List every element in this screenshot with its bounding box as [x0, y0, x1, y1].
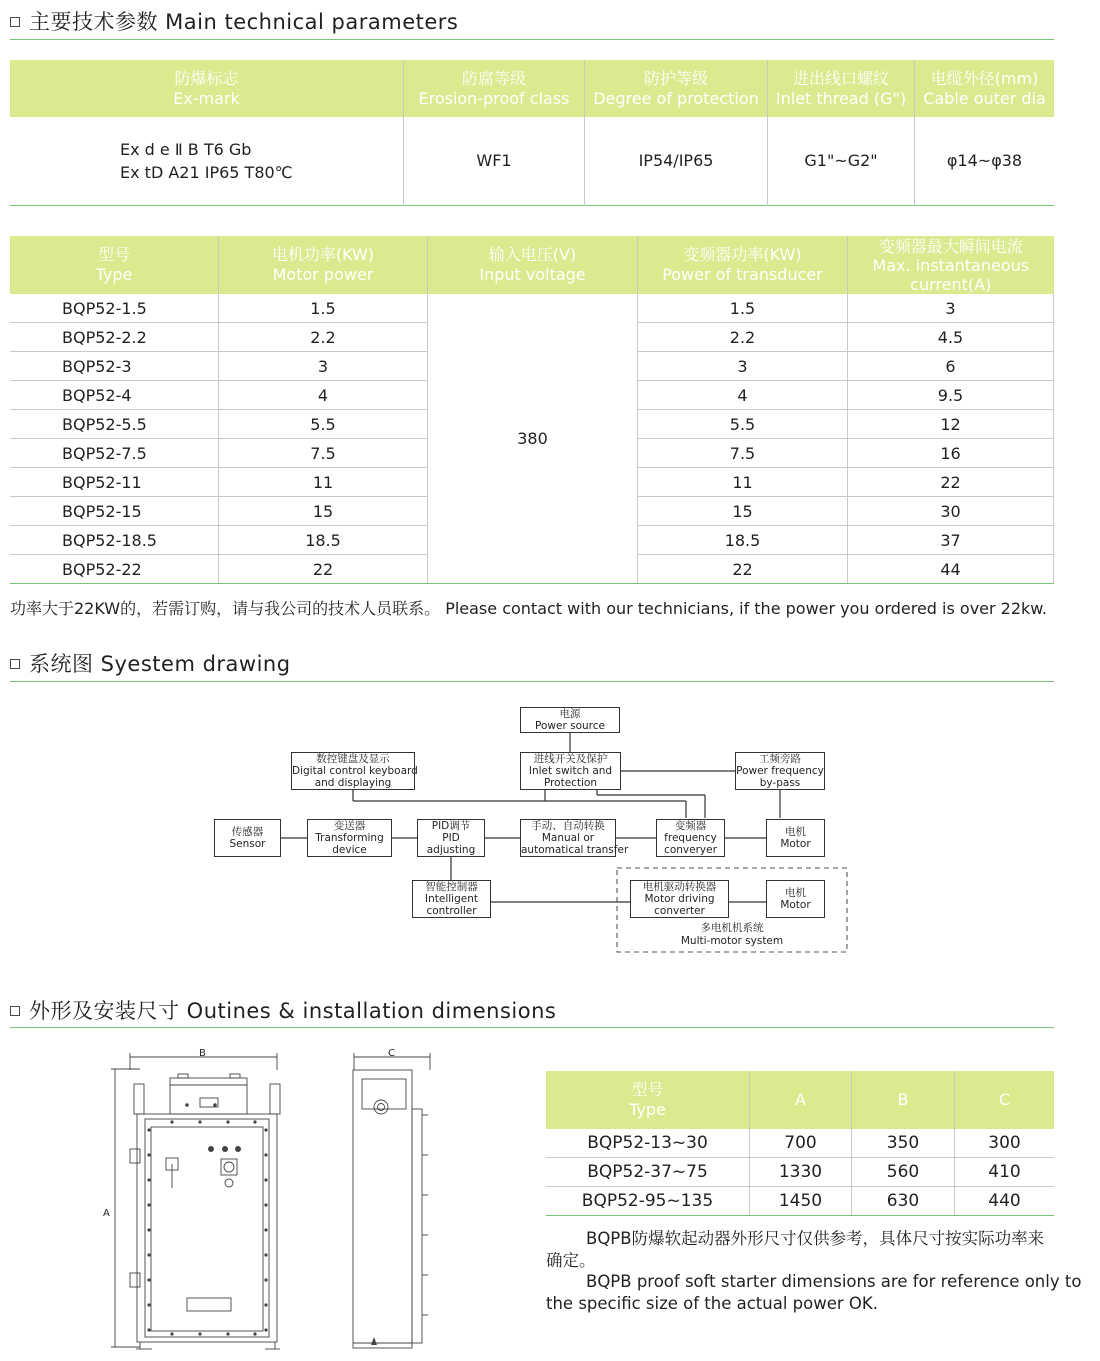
- section-rule: [10, 39, 1054, 40]
- pid-box: PID调节 PID adjusting: [417, 819, 485, 857]
- header-dim-a: A: [750, 1071, 852, 1129]
- transducer-power-cell: 15: [638, 497, 848, 526]
- checkbox-square-icon: [10, 17, 20, 27]
- dimension-label-b: B: [199, 1048, 206, 1059]
- motor-box-2: 电机 Motor: [766, 880, 825, 918]
- dimension-note-en: BQPB proof soft starter dimensions are for reference only to the specific size of the actual power OK.: [546, 1272, 1082, 1313]
- motor-power-cell: 5.5: [219, 410, 428, 439]
- header-protection: 防护等级 Degree of protection: [585, 60, 768, 117]
- transducer-power-cell: 4: [638, 381, 848, 410]
- front-view-drawing: [100, 1045, 300, 1355]
- transducer-power-cell: 18.5: [638, 526, 848, 555]
- header-thread: 进出线口螺纹 Inlet thread (G"): [768, 60, 915, 117]
- type-cell: BQP52-4: [10, 381, 219, 410]
- motor-driving-box: 电机驱动转换器 Motor driving converter: [630, 880, 729, 918]
- max-current-cell: 22: [848, 468, 1054, 497]
- table-row: [546, 1187, 1054, 1216]
- dimension-note-cn: BQPB防爆软起动器外形尺寸仅供参考，具体尺寸按实际功率来确定。: [546, 1229, 1045, 1270]
- header-dim-c: C: [955, 1071, 1055, 1129]
- header-motor-power: 电机功率(KW) Motor power: [219, 236, 428, 294]
- manual-auto-box: 手动、自动转换 Manual or automatical transfer: [521, 820, 629, 856]
- type-cell: BQP52-15: [10, 497, 219, 526]
- model-rows: [10, 294, 1054, 584]
- max-current-cell: 6: [848, 352, 1054, 381]
- transducer-power-cell: 22: [638, 555, 848, 584]
- motor-power-cell: 1.5: [219, 294, 428, 323]
- multi-motor-label: 多电机机系统 Multi-motor system: [680, 922, 784, 947]
- type-cell: BQP52-22: [10, 555, 219, 584]
- type-cell: BQP52-3: [10, 352, 219, 381]
- params-table: [10, 60, 1054, 206]
- section-title-outline: 外形及安装尺寸 Outines & installation dimensions: [10, 995, 556, 1025]
- header-input-voltage: 输入电压(V) Input voltage: [428, 236, 638, 294]
- table-row: [546, 1158, 1054, 1187]
- max-current-cell: 12: [848, 410, 1054, 439]
- transforming-box: 变送器 Transforming device: [307, 819, 392, 857]
- protection-cell: IP54/IP65: [585, 117, 768, 205]
- type-cell: BQP52-5.5: [10, 410, 219, 439]
- transducer-power-cell: 1.5: [638, 294, 848, 323]
- model-table: [10, 236, 1054, 584]
- dim-type-cell: BQP52-95~135: [546, 1187, 750, 1216]
- dim-a-cell: 700: [750, 1129, 852, 1158]
- header-max-current: 变频器最大瞬间电流 Max. instantaneous current(A): [848, 236, 1054, 294]
- header-type: 型号 Type: [10, 236, 219, 294]
- section-title-system: 系统图 Syestem drawing: [10, 648, 291, 678]
- input-voltage-cell: 380: [428, 294, 638, 584]
- dimensions-table: [546, 1071, 1054, 1216]
- motor-box: 电机 Motor: [766, 819, 825, 857]
- transducer-power-cell: 5.5: [638, 410, 848, 439]
- dimension-rows: [546, 1129, 1054, 1216]
- exmark-cell: Ex d e Ⅱ B T6 Gb Ex tD A21 IP65 T80℃: [10, 117, 404, 205]
- header-dim-b: B: [852, 1071, 955, 1129]
- max-current-cell: 9.5: [848, 381, 1054, 410]
- motor-power-cell: 11: [219, 468, 428, 497]
- motor-power-cell: 4: [219, 381, 428, 410]
- controller-box: 智能控制器 Intelligent controller: [412, 880, 491, 918]
- section-rule: [10, 681, 1054, 682]
- motor-power-cell: 18.5: [219, 526, 428, 555]
- sensor-box: 传感器 Sensor: [214, 819, 281, 857]
- dim-b-cell: 350: [852, 1129, 955, 1158]
- header-erosion: 防腐等级 Erosion-proof class: [404, 60, 585, 117]
- type-cell: BQP52-1.5: [10, 294, 219, 323]
- transducer-power-cell: 2.2: [638, 323, 848, 352]
- max-current-cell: 30: [848, 497, 1054, 526]
- dim-c-cell: 410: [955, 1158, 1055, 1187]
- max-current-cell: 16: [848, 439, 1054, 468]
- checkbox-square-icon: [10, 659, 20, 669]
- max-current-cell: 3: [848, 294, 1054, 323]
- max-current-cell: 44: [848, 555, 1054, 584]
- dim-type-cell: BQP52-13~30: [546, 1129, 750, 1158]
- transducer-power-cell: 7.5: [638, 439, 848, 468]
- thread-cell: G1"~G2": [768, 117, 915, 205]
- motor-power-cell: 22: [219, 555, 428, 584]
- dim-type-cell: BQP52-37~75: [546, 1158, 750, 1187]
- inlet-switch-box: 进线开关及保护 Inlet switch and Protection: [520, 752, 621, 790]
- erosion-cell: WF1: [404, 117, 585, 205]
- checkbox-square-icon: [10, 1006, 20, 1016]
- motor-power-cell: 7.5: [219, 439, 428, 468]
- max-current-cell: 37: [848, 526, 1054, 555]
- transducer-power-cell: 11: [638, 468, 848, 497]
- type-cell: BQP52-18.5: [10, 526, 219, 555]
- dim-c-cell: 440: [955, 1187, 1055, 1216]
- dim-b-cell: 560: [852, 1158, 955, 1187]
- type-cell: BQP52-11: [10, 468, 219, 497]
- dim-a-cell: 1450: [750, 1187, 852, 1216]
- motor-power-cell: 3: [219, 352, 428, 381]
- transducer-power-cell: 3: [638, 352, 848, 381]
- header-exmark: 防爆标志 Ex-mark: [10, 60, 404, 117]
- side-view-drawing: [340, 1045, 440, 1355]
- header-dim-type: 型号 Type: [546, 1071, 750, 1129]
- table-row: [546, 1129, 1054, 1158]
- max-current-cell: 4.5: [848, 323, 1054, 352]
- cable-cell: φ14~φ38: [946, 151, 1023, 171]
- table-row: [10, 294, 1054, 323]
- type-cell: BQP52-2.2: [10, 323, 219, 352]
- header-transducer-power: 变频器功率(KW) Power of transducer: [638, 236, 848, 294]
- dimension-label-a: A: [103, 1208, 110, 1219]
- power-note: 功率大于22KW的，若需订购，请与我公司的技术人员联系。 Please contact with our technicians, if the power you ordered is over 22kw.: [10, 599, 1048, 618]
- section-title-params: 主要技术参数 Main technical parameters: [10, 6, 458, 36]
- motor-power-cell: 2.2: [219, 323, 428, 352]
- section-rule: [10, 1027, 1054, 1028]
- type-cell: BQP52-7.5: [10, 439, 219, 468]
- power-source-box: 电源 Power source: [520, 707, 620, 733]
- motor-power-cell: 15: [219, 497, 428, 526]
- dim-b-cell: 630: [852, 1187, 955, 1216]
- dim-a-cell: 1330: [750, 1158, 852, 1187]
- bypass-box: 工频旁路 Power frequency by-pass: [736, 753, 824, 789]
- dim-c-cell: 300: [955, 1129, 1055, 1158]
- keyboard-box: 数控键盘及显示 Digital control keyboard and displaying: [292, 753, 418, 789]
- frequency-converter-box: 变频器 frequency converyer: [656, 819, 725, 857]
- header-cable: 电缆外径(mm) Cable outer dia: [915, 60, 1055, 117]
- dimension-label-c: C: [388, 1048, 395, 1059]
